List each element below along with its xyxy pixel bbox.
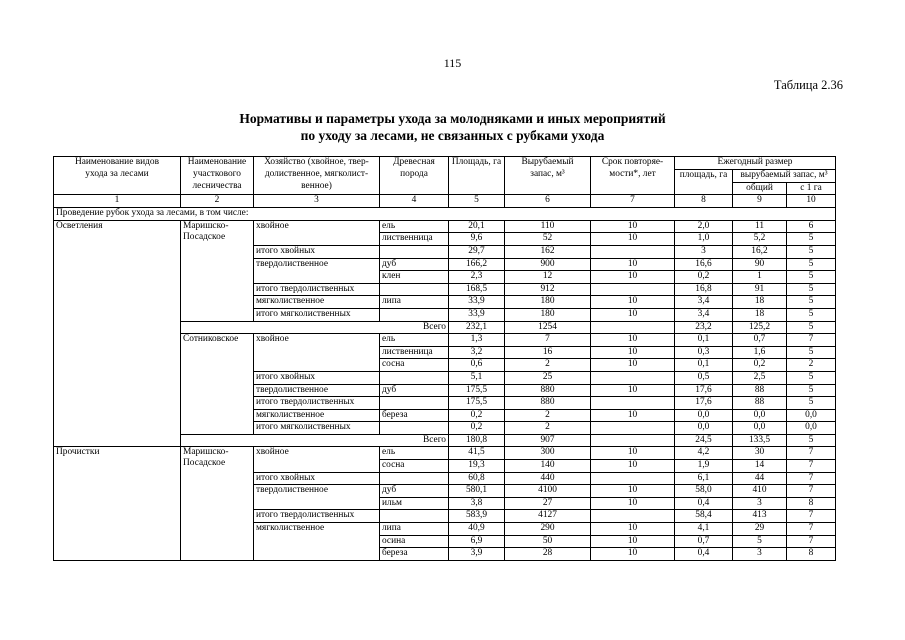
- header-area: Площадь, га: [449, 157, 505, 195]
- table-row: Прочистки Маришско- Посадское хвойное ель 41,5 300 10 4,2 30 7: [54, 447, 836, 460]
- section-label: Проведение рубок ухода за лесами, в том числе:: [54, 208, 836, 221]
- col-number: 1: [54, 195, 181, 208]
- col-number: 3: [254, 195, 380, 208]
- header-total: общий: [733, 182, 787, 195]
- care-type-cell: Осветления: [54, 220, 181, 447]
- household-cell: хвойное: [254, 220, 380, 245]
- header-annual-size: Ежегодный размер: [675, 157, 836, 170]
- table-row: мягколиственное липа 40,9 290 10 4,1 29 7: [54, 523, 836, 536]
- household-cell: мягколиственное: [254, 296, 380, 309]
- header-per-ha: с 1 га: [787, 182, 836, 195]
- table-label: Таблица 2.36: [773, 78, 843, 92]
- table-row: береза 3,9 28 10 0,4 3 8: [54, 548, 836, 561]
- header-repeat-period: Срок повторяе- мости*, лет: [591, 157, 675, 195]
- care-type-cell: Прочистки: [54, 447, 181, 560]
- forest-care-table: [53, 156, 836, 561]
- forestry-cell: Сотниковское: [181, 334, 254, 435]
- table-row: итого хвойных 60,8 440 6,1 44 7: [54, 472, 836, 485]
- header-volume: Вырубаемый запас, м³: [505, 157, 591, 195]
- table-row: Сотниковское хвойное ель 1,3 7 10 0,1 0,7 7: [54, 334, 836, 347]
- table-row: сосна 19,3 140 10 1,9 14 7: [54, 460, 836, 473]
- col-number: 9: [733, 195, 787, 208]
- household-cell: хвойное: [254, 334, 380, 372]
- header-annual-area: площадь, га: [675, 169, 733, 195]
- table-row: итого твердолиственных 583,9 4127 58,4 413 7: [54, 510, 836, 523]
- table-header: [54, 157, 836, 208]
- table-row: лиственница 9,6 52 10 1,0 5,2 5: [54, 233, 836, 246]
- table-row: итого мягколиственных 0,2 2 0,0 0,0 0,0: [54, 422, 836, 435]
- header-household: Хозяйство (хвойное, твер- долиственное, мягколист- венное): [254, 157, 380, 195]
- table-title: [0, 110, 905, 144]
- col-number: 6: [505, 195, 591, 208]
- table-row: твердолиственное дуб 175,5 880 10 17,6 88 5: [54, 384, 836, 397]
- table-row: мягколиственное липа 33,9 180 10 3,4 18 5: [54, 296, 836, 309]
- col-number: 5: [449, 195, 505, 208]
- header-removed-volume: вырубаемый запас, м³: [733, 169, 836, 182]
- table-row: твердолиственное дуб 580,1 4100 10 58,0 410 7: [54, 485, 836, 498]
- col-number: 4: [380, 195, 449, 208]
- household-cell: хвойное: [254, 447, 380, 472]
- page-number: 115: [443, 56, 462, 70]
- table-row: сосна 0,6 2 10 0,1 0,2 2: [54, 359, 836, 372]
- table-body: [54, 208, 836, 561]
- col-number: 8: [675, 195, 733, 208]
- total-row: Всего 232,1 1254 23,2 125,2 5: [54, 321, 836, 334]
- table-row: осина 6,9 50 10 0,7 5 7: [54, 535, 836, 548]
- table-row: итого хвойных 5,1 25 0,5 2,5 5: [54, 371, 836, 384]
- table-row: лиственница 3,2 16 10 0,3 1,6 5: [54, 346, 836, 359]
- table-row: итого твердолиственных 168,5 912 16,8 91 5: [54, 283, 836, 296]
- header-species: Древесная порода: [380, 157, 449, 195]
- household-cell: мягколиственное: [254, 523, 380, 561]
- table-row: итого мягколиственных 33,9 180 10 3,4 18 5: [54, 308, 836, 321]
- header-care-type: Наименование видов ухода за лесами: [54, 157, 181, 195]
- title-line-2: по уходу за лесами, не связанных с рубками ухода: [300, 128, 605, 143]
- table-row: Осветления Маришско- Посадское хвойное ель 20,1 110 10 2,0 11 6: [54, 220, 836, 233]
- table-row: твердолиственное дуб 166,2 900 10 16,6 90 5: [54, 258, 836, 271]
- table-row: итого твердолиственных 175,5 880 17,6 88 5: [54, 397, 836, 410]
- total-row: Всего 180,8 907 24,5 133,5 5: [54, 434, 836, 447]
- household-cell: твердолиственное: [254, 485, 380, 510]
- forestry-cell: Маришско- Посадское: [181, 220, 254, 321]
- col-number: 7: [591, 195, 675, 208]
- forestry-cell: Маришско- Посадское: [181, 447, 254, 560]
- table-row: мягколиственное береза 0,2 2 10 0,0 0,0 0,0: [54, 409, 836, 422]
- col-number: 2: [181, 195, 254, 208]
- table-row: ильм 3,8 27 10 0,4 3 8: [54, 497, 836, 510]
- col-number: 10: [787, 195, 836, 208]
- household-cell: твердолиственное: [254, 258, 380, 283]
- title-line-1: Нормативы и параметры ухода за молодняками и иных мероприятий: [239, 111, 666, 126]
- header-forestry: Наименование участкового лесничества: [181, 157, 254, 195]
- table-row: итого хвойных 29,7 162 3 16,2 5: [54, 245, 836, 258]
- table-row: клен 2,3 12 10 0,2 1 5: [54, 271, 836, 284]
